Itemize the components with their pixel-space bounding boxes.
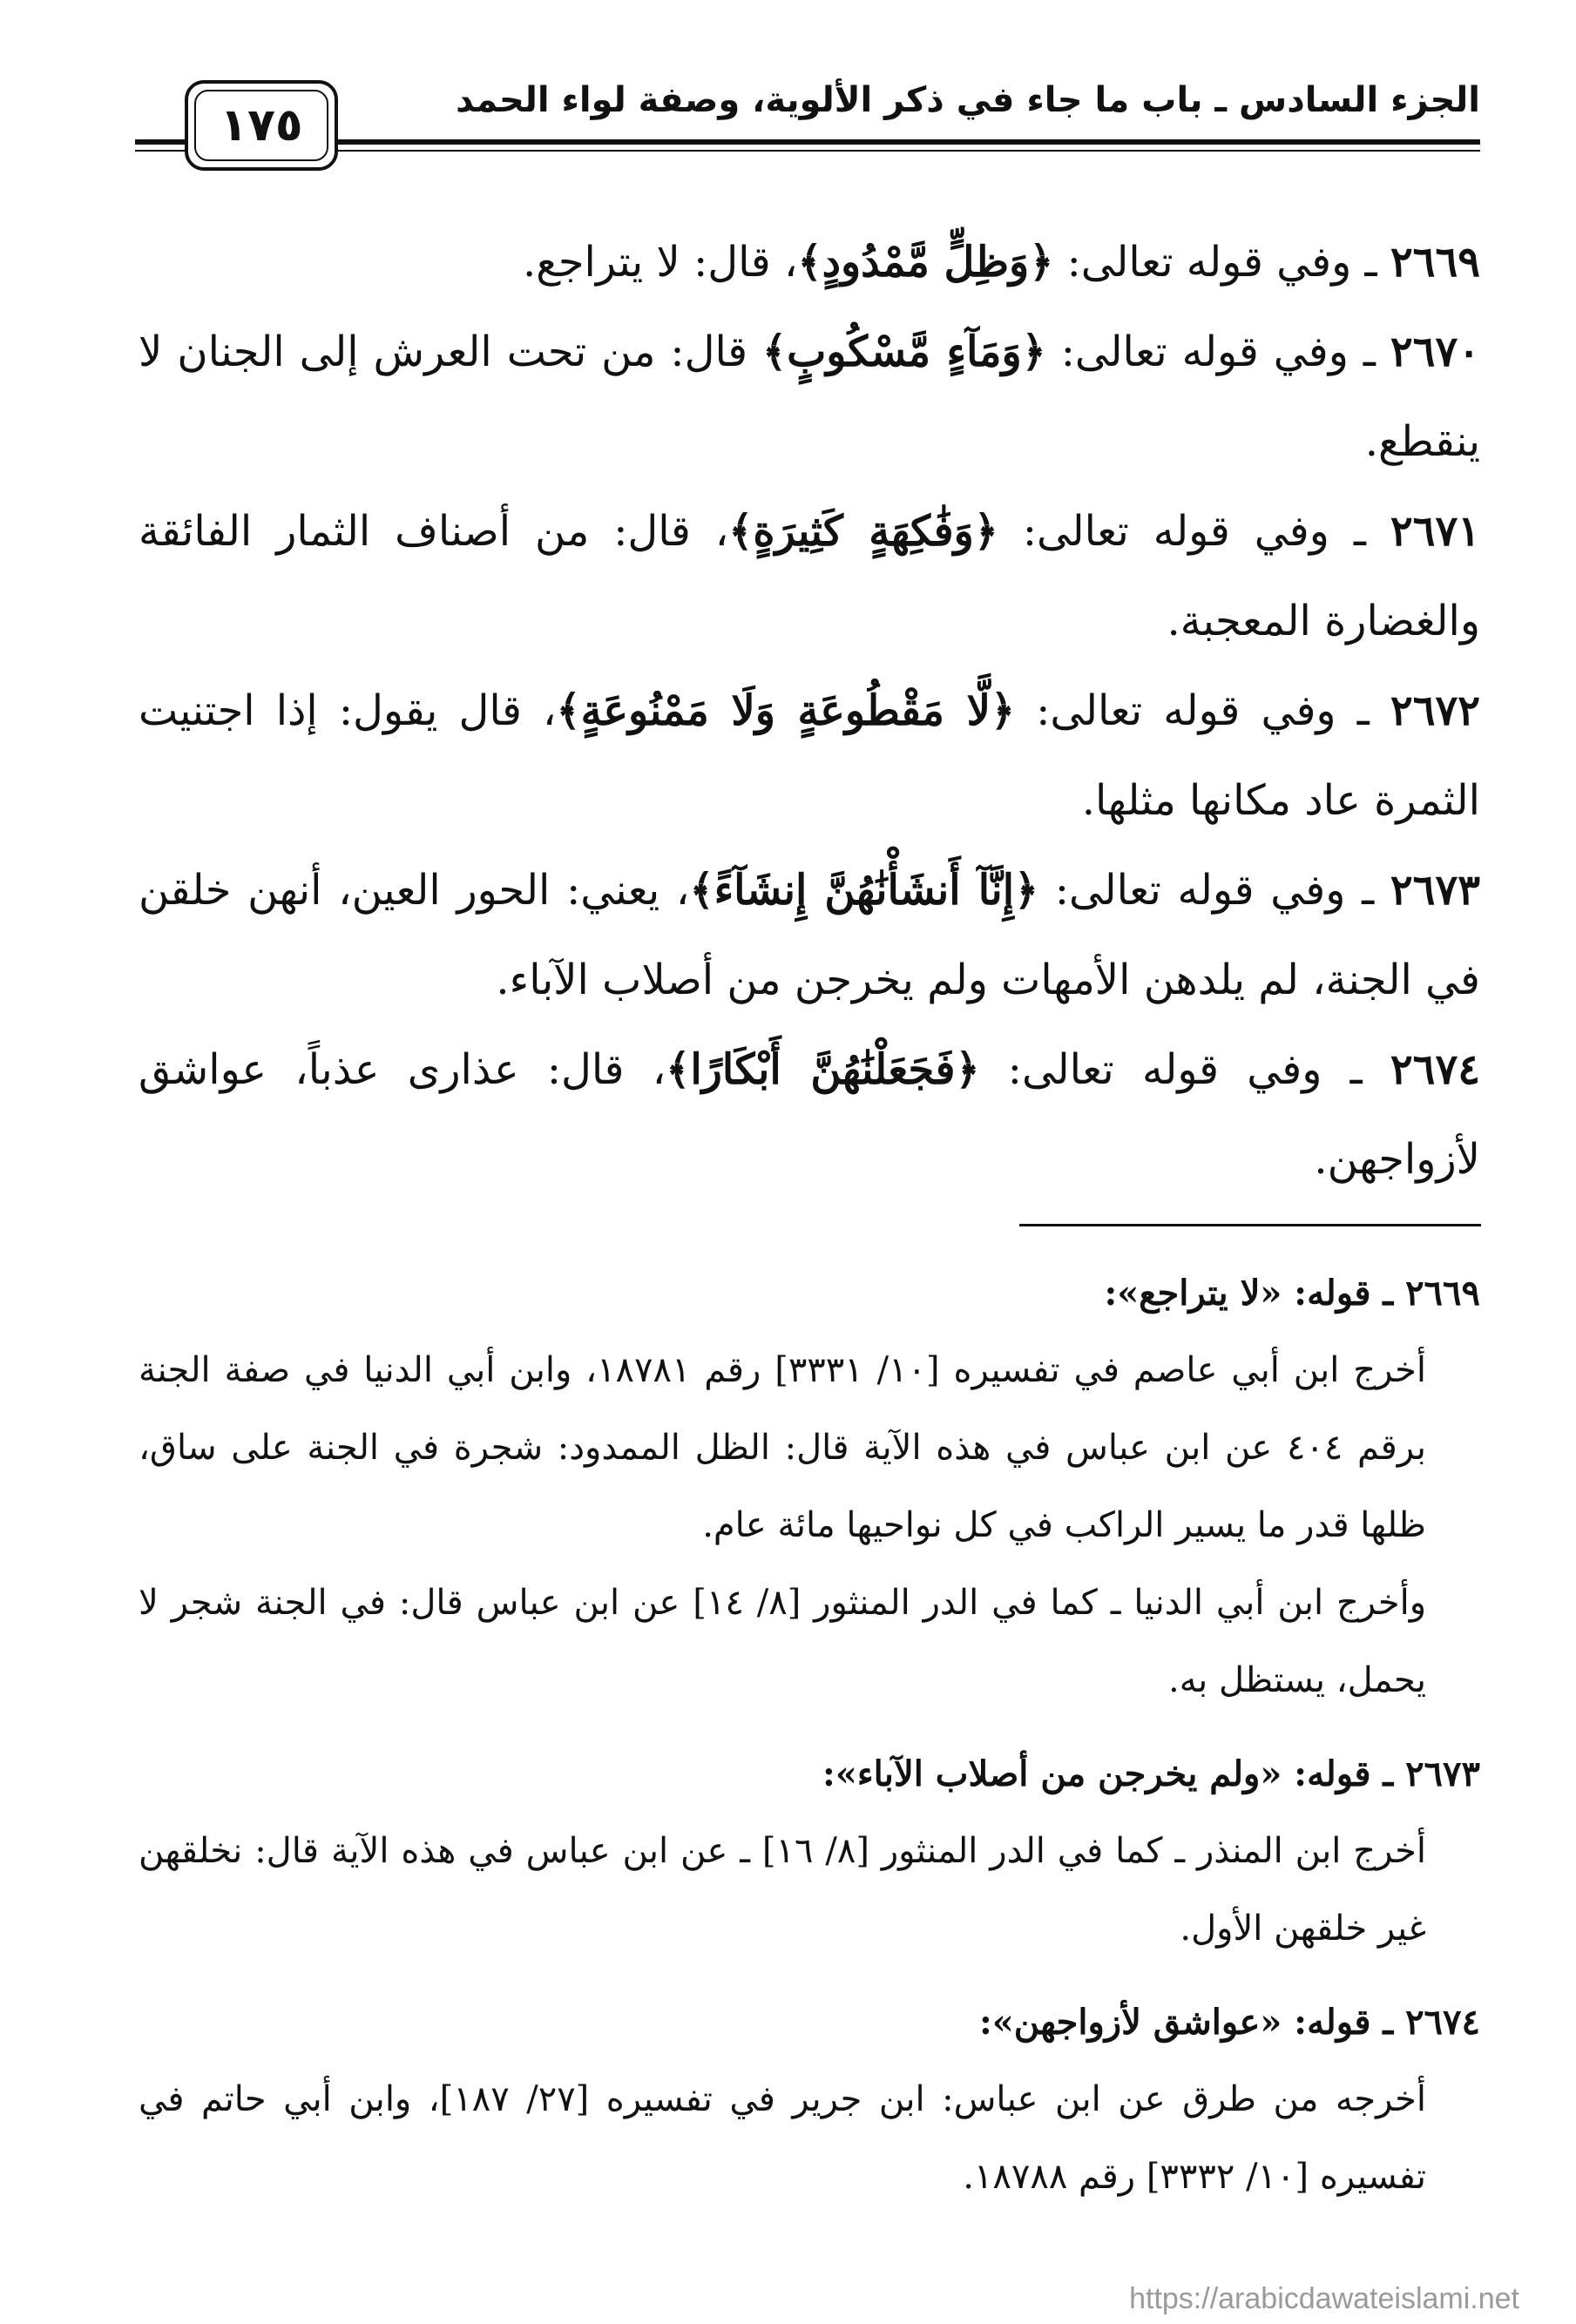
entry-2671 (139, 487, 1480, 666)
entry-lead: ـ وفي قوله تعالى: (998, 507, 1390, 556)
quran-verse: ﴿وَفَٰكِهَةٍ كَثِيرَةٍ﴾ (728, 507, 998, 556)
entry-text: قال: من تحت العرش إلى الجنان لا ينقطع. (139, 328, 1480, 466)
footnote-heading-2669: ٢٦٦٩ ـ قوله: «لا يتراجع»: (1104, 1273, 1480, 1314)
footnote-body-2673 (139, 1813, 1426, 1968)
footnote-paragraph: أخرج ابن أبي عاصم في تفسيره [١٠/ ٣٣٣١] رقم ١٨٧٨١، وابن أبي الدنيا في صفة الجنة برقم ٤٠٤ عن ابن عباس في هذه الآية قال: الظل الممدود: شجرة في الجنة على ساق، ظلها قدر ما يسير الراكب في كل نواحيها مائة عام. (139, 1350, 1426, 1545)
running-title: الجزء السادس ـ باب ما جاء في ذكر الألوية، وصفة لواء الحمد (456, 80, 1480, 120)
footnote-paragraph: وأخرج ابن أبي الدنيا ـ كما في الدر المنثور [٨/ ١٤] عن ابن عباس قال: في الجنة شجر لا يحمل، يستظل به. (139, 1583, 1427, 1700)
entry-text: ، يعني: الحور العين، أنهن خلقن في الجنة، لم يلدهن الأمهات ولم يخرجن من أصلاب الآباء. (139, 866, 1480, 1004)
entry-2674 (139, 1025, 1480, 1205)
entry-text: ، قال: عذارى عذباً، عواشق لأزواجهن. (139, 1045, 1480, 1184)
quran-verse: ﴿وَظِلٍّ مَّمْدُودٍ﴾ (797, 238, 1054, 287)
entry-number: ٢٦٦٩ (1390, 238, 1480, 287)
quran-verse: ﴿لَّا مَقْطُوعَةٍ وَلَا مَمْنُوعَةٍ﴾ (556, 686, 1016, 735)
entry-number: ٢٦٧٤ (1390, 1045, 1480, 1094)
entry-text: ، قال يقول: إذا اجتنيت الثمرة عاد مكانها مثلها. (139, 686, 1480, 825)
quran-verse: ﴿وَمَآءٍ مَّسْكُوبٍ﴾ (761, 328, 1046, 376)
page-number-frame (185, 80, 338, 171)
entry-lead: ـ وفي قوله تعالى: (1015, 686, 1390, 735)
watermark-url: https://arabicdawateislami.net (1129, 2282, 1519, 2315)
quran-verse: ﴿إِنَّآ أَنشَأْنَٰهُنَّ إِنشَآءً﴾ (689, 866, 1039, 915)
main-text (139, 218, 1480, 1205)
entry-2670 (139, 307, 1480, 487)
footnote-paragraph: أخرجه من طرق عن ابن عباس: ابن جرير في تفسيره [٢٧/ ١٨٧]، وابن أبي حاتم في تفسيره [١٠/ ٣٣٣٢] رقم ١٨٧٨٨. (139, 2079, 1426, 2197)
entry-2672 (139, 666, 1480, 846)
footnote-heading-2673: ٢٦٧٣ ـ قوله: «ولم يخرجن من أصلاب الآباء»: (822, 1753, 1480, 1794)
footnote-heading-2674: ٢٦٧٤ ـ قوله: «عواشق لأزواجهن»: (979, 2002, 1480, 2043)
footnote-body-2674 (139, 2061, 1426, 2216)
footnote-body-2669 (139, 1332, 1426, 1719)
entry-number: ٢٦٧١ (1390, 507, 1481, 556)
entry-text: ، قال: من أصناف الثمار الفائقة والغضارة المعجبة. (139, 507, 1480, 645)
entry-2669 (139, 218, 1480, 307)
footnote-paragraph: أخرج ابن المنذر ـ كما في الدر المنثور [٨/ ١٦] ـ عن ابن عباس في هذه الآية قال: نخلقهن غير خلقهن الأول. (139, 1831, 1426, 1949)
entry-lead: ـ وفي قوله تعالى: (1053, 238, 1390, 287)
page-number: ١٧٥ (220, 99, 303, 152)
entry-lead: ـ وفي قوله تعالى: (1038, 866, 1390, 915)
entry-lead: ـ وفي قوله تعالى: (979, 1045, 1390, 1094)
entry-number: ٢٦٧٠ (1390, 328, 1481, 376)
entry-lead: ـ وفي قوله تعالى: (1045, 328, 1390, 376)
footnote-separator (1019, 1224, 1481, 1226)
entry-2673 (139, 846, 1480, 1025)
entry-text: ، قال: لا يتراجع. (523, 238, 798, 287)
quran-verse: ﴿فَجَعَلْنَٰهُنَّ أَبْكَارًا﴾ (666, 1045, 980, 1094)
entry-number: ٢٦٧٣ (1390, 866, 1480, 915)
entry-number: ٢٦٧٢ (1390, 686, 1481, 735)
footnotes (139, 1254, 1480, 2216)
